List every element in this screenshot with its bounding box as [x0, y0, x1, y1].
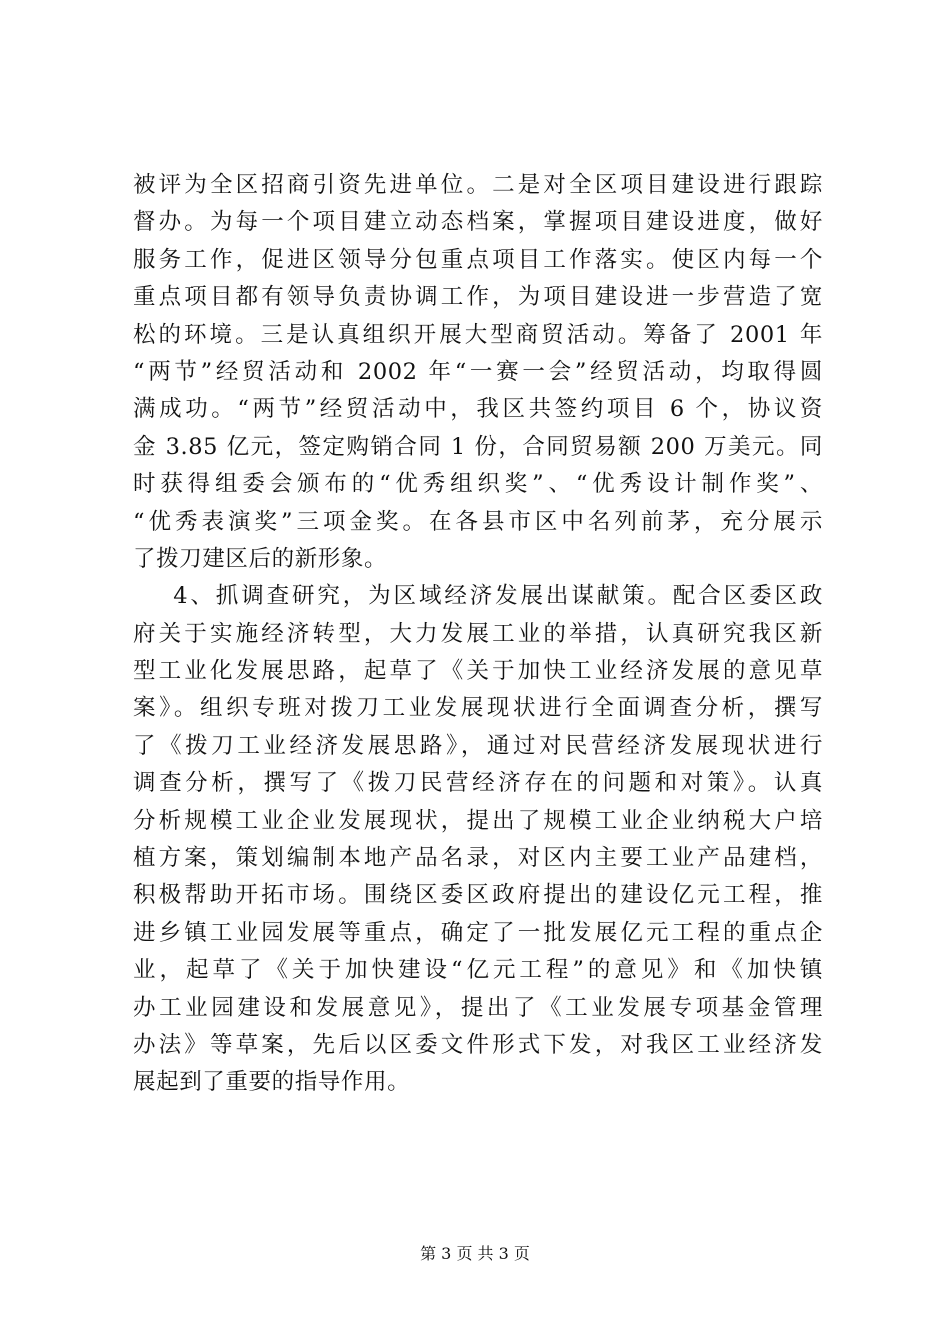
paragraph-1 — [133, 167, 823, 578]
page-number-footer: 第 3 页 共 3 页 — [420, 1244, 530, 1263]
text-line: 型工业化发展思路，起草了《关于加快工业经济发展的意见草 — [133, 658, 823, 685]
text-line: 了《拨刀工业经济发展思路》，通过对民营经济发展现状进行 — [133, 732, 823, 759]
text-line: 督办。为每一个项目建立动态档案，掌握项目建设进度，做好 — [133, 209, 823, 236]
text-line: 重点项目都有领导负责协调工作，为项目建设进一步营造了宽 — [133, 284, 823, 311]
text-line: 进乡镇工业园发展等重点，确定了一批发展亿元工程的重点企 — [133, 919, 823, 946]
text-line: 松的环境。三是认真组织开展大型商贸活动。筹备了 2001 年 — [133, 321, 823, 348]
text-line: 了拨刀建区后的新形象。 — [133, 545, 388, 572]
paragraph-2 — [133, 578, 823, 1101]
text-line: 府关于实施经济转型，大力发展工业的举措，认真研究我区新 — [133, 620, 823, 647]
text-line: 积极帮助开拓市场。围绕区委区政府提出的建设亿元工程，推 — [133, 882, 823, 909]
text-line: 植方案，策划编制本地产品名录，对区内主要工业产品建档， — [133, 845, 823, 872]
text-line: 办法》等草案，先后以区委文件形式下发，对我区工业经济发 — [133, 1031, 823, 1058]
text-line: 业，起草了《关于加快建设“亿元工程”的意见》和《加快镇 — [133, 957, 823, 984]
text-line: 满成功。“两节”经贸活动中，我区共签约项目 6 个，协议资 — [133, 396, 823, 423]
text-line: 展起到了重要的指导作用。 — [133, 1069, 411, 1096]
text-line: 案》。组织专班对拨刀工业发展现状进行全面调查分析，撰写 — [133, 695, 823, 722]
text-line: 金 3.85 亿元，签定购销合同 1 份，合同贸易额 200 万美元。同 — [133, 433, 823, 460]
text-line: “两节”经贸活动和 2002 年“一赛一会”经贸活动，均取得圆 — [133, 358, 823, 385]
text-line: “优秀表演奖”三项金奖。在各县市区中名列前茅，充分展示 — [133, 508, 823, 535]
text-line: 被评为全区招商引资先进单位。二是对全区项目建设进行跟踪 — [133, 172, 823, 198]
document-body — [133, 167, 823, 1102]
text-line: 4、抓调查研究，为区域经济发展出谋献策。配合区委区政 — [133, 583, 823, 610]
text-line: 服务工作，促进区领导分包重点项目工作落实。使区内每一个 — [133, 246, 823, 273]
text-line: 分析规模工业企业发展现状，提出了规模工业企业纳税大户培 — [133, 807, 823, 834]
text-line: 办工业园建设和发展意见》，提出了《工业发展专项基金管理 — [133, 994, 823, 1021]
text-line: 时获得组委会颁布的“优秀组织奖”、“优秀设计制作奖”、 — [133, 471, 823, 498]
text-line: 调查分析，撰写了《拨刀民营经济存在的问题和对策》。认真 — [133, 770, 823, 797]
